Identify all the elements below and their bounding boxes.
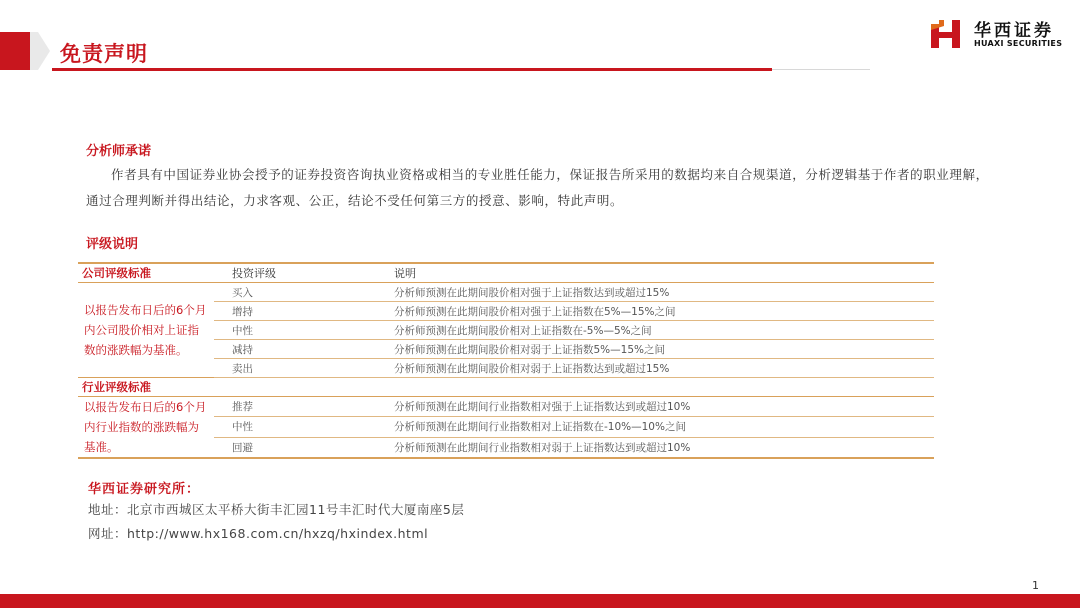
analyst-section-title: 分析师承诺: [86, 144, 152, 159]
huaxi-logo-icon: [930, 18, 962, 50]
rating-label: 推荐: [214, 397, 390, 417]
industry-rating-header: 行业评级标准: [78, 378, 214, 397]
header-divider-gray: [772, 69, 870, 70]
industry-rating-header-row: [78, 378, 934, 397]
footer-bar: [0, 594, 1080, 608]
rating-description: 分析师预测在此期间股价相对强于上证指数在5%—15%之间: [390, 302, 934, 321]
rating-table: [78, 262, 934, 459]
institute-title: 华西证券研究所：: [88, 482, 201, 497]
header-divider: [52, 68, 772, 71]
rating-description: 分析师预测在此期间股价相对上证指数在-5%—5%之间: [390, 321, 934, 340]
industry-rating-basis: 以报告发布日后的6个月内行业指数的涨跌幅为基准。: [78, 397, 214, 459]
empty-cell: [390, 378, 934, 397]
rating-description: 分析师预测在此期间股价相对弱于上证指数5%—15%之间: [390, 340, 934, 359]
table-row: [78, 397, 934, 417]
logo-chinese-name: 华西证券: [974, 21, 1054, 41]
rating-description: 分析师预测在此期间行业指数相对强于上证指数达到或超过10%: [390, 397, 934, 417]
rating-description: 分析师预测在此期间行业指数相对弱于上证指数达到或超过10%: [390, 437, 934, 458]
company-rating-basis: 以报告发布日后的6个月内公司股价相对上证指数的涨跌幅为基准。: [78, 283, 214, 378]
rating-section-title: 评级说明: [86, 237, 139, 252]
rating-description: 分析师预测在此期间股价相对弱于上证指数达到或超过15%: [390, 359, 934, 378]
table-row: [78, 283, 934, 302]
rating-label: 中性: [214, 321, 390, 340]
rating-label: 减持: [214, 340, 390, 359]
rating-description: 分析师预测在此期间行业指数相对上证指数在-10%—10%之间: [390, 417, 934, 437]
col-header-rating: 投资评级: [214, 263, 390, 283]
logo-english-name: HUAXI SECURITIES: [974, 39, 1063, 48]
header-accent-tab-shadow: [30, 32, 50, 70]
page-number: 1: [1032, 579, 1039, 592]
company-rating-header: 公司评级标准: [78, 263, 214, 283]
company-logo: [930, 16, 1070, 52]
company-rating-header-row: [78, 263, 934, 283]
page-title: 免责声明: [60, 42, 148, 66]
rating-label: 回避: [214, 437, 390, 458]
rating-label: 中性: [214, 417, 390, 437]
institute-address: 地址：北京市西城区太平桥大街丰汇园11号丰汇时代大厦南座5层: [88, 502, 465, 517]
analyst-statement: 作者具有中国证券业协会授予的证券投资咨询执业资格或相当的专业胜任能力，保证报告所采用的数据均来自合规渠道，分析逻辑基于作者的职业理解，通过合理判断并得出结论，力求客观、公正，结论不受任何第三方的授意、影响，特此声明。: [86, 167, 989, 208]
col-header-description: 说明: [390, 263, 934, 283]
rating-label: 买入: [214, 283, 390, 302]
rating-label: 增持: [214, 302, 390, 321]
rating-description: 分析师预测在此期间股价相对强于上证指数达到或超过15%: [390, 283, 934, 302]
empty-cell: [214, 378, 390, 397]
rating-label: 卖出: [214, 359, 390, 378]
institute-website: 网址：http://www.hx168.com.cn/hxzq/hxindex.html: [88, 526, 429, 541]
